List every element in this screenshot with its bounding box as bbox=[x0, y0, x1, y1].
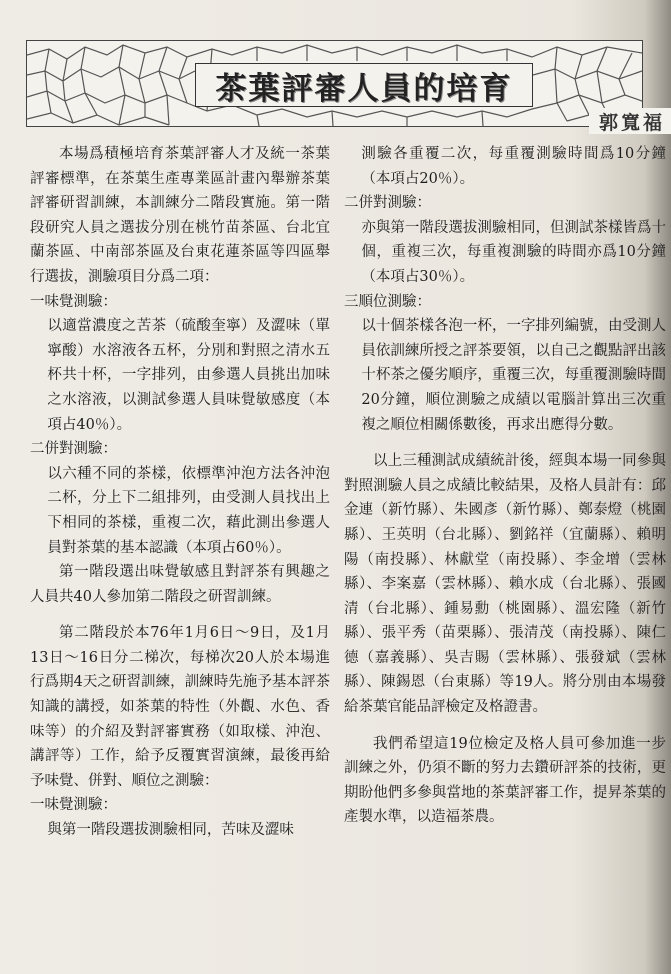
author-name: 郭寬福 bbox=[589, 108, 671, 134]
results-paragraph: 以上三種測試成績統計後，經與本場一同參與對照測驗人員之成績比較結果，及格人員計有：邱金連（新竹縣）、朱國彥（新竹縣）、鄭泰燈（桃園縣）、王英明（台北縣）、劉銘祥（宜蘭縣）、賴明陽（南投縣）、林獻堂（南投縣）、李金增（雲林縣）、李案嘉（雲林縣）、賴水成（台北縣）、張國清（台北縣）、鍾易勳（桃園縣）、溫宏隆（新竹縣）、張平秀（苗栗縣）、張清茂（南投縣）、陳仁德（嘉義縣）、吳吉賜（雲林縣）、張發斌（雲林縣）、陳錫恩（台東縣）等19人。將分別由本場發給茶葉官能品評檢定及格證書。 bbox=[344, 453, 666, 716]
item-pairing-heading-2: 二併對測驗： bbox=[344, 195, 431, 212]
item-taste-heading-2: 一味覺測驗： bbox=[30, 797, 117, 814]
item-ranking-body: 以十個茶樣各泡一杯，一字排列編號，由受測人員依訓練所授之評茶要領，以自己之觀點評出該十杯茶之優劣順序，重覆三次，每重覆測驗時間20分鐘，順位測驗之成績以電腦計算出三次重複之順位相關係數後，再求出應得分數。 bbox=[361, 318, 666, 433]
closing-paragraph: 我們希望這19位檢定及格人員可參加進一步訓練之外，仍須不斷的努力去鑽研評茶的技術，更期盼他們多參與當地的茶葉評審工作，提昇茶葉的產製水準，以造福茶農。 bbox=[344, 735, 666, 826]
right-column bbox=[344, 142, 666, 830]
title-box bbox=[195, 63, 533, 107]
title-banner bbox=[26, 40, 643, 127]
intro-paragraph: 本場爲積極培育茶葉評審人才及統一茶葉評審標準，在茶葉生產專業區計畫內舉辦茶葉評審研習訓練，本訓練分二階段實施。第一階段研究人員之選拔分別在桃竹苗茶區、台北宜蘭茶區、中南部茶區及台東花蓮茶區等四區舉行選拔，測驗項目分爲二項： bbox=[30, 146, 330, 285]
taste-continuation: 測驗各重覆二次，每重覆測驗時間爲10分鐘（本項占20％）。 bbox=[361, 146, 666, 187]
item-pairing-heading: 二併對測驗： bbox=[30, 441, 117, 458]
article-title: 茶葉評審人員的培育 bbox=[215, 70, 513, 107]
item-pairing-body: 以六種不同的茶樣，依標準沖泡方法各沖泡二杯，分上下二組排列，由受測人員找出上下相同的茶樣，重複二次，藉此測出參選人員對茶葉的基本認識（本項占60％）。 bbox=[47, 465, 330, 556]
left-column bbox=[30, 142, 330, 843]
item-taste-body: 以適當濃度之苦茶（硫酸奎寧）及澀味（單寧酸）水溶液各五杯，分別和對照之清水五杯共十杯，一字排列，由參選人員挑出加味之水溶液，以測試參選人員味覺敏感度（本項占40％）。 bbox=[47, 318, 330, 433]
item-pairing-body-2: 亦與第一階段選拔測驗相同，但測試茶樣皆爲十個，重複三次，每重複測驗的時間亦爲10分鐘（本項占30％）。 bbox=[361, 219, 666, 285]
item-ranking-heading: 三順位測驗： bbox=[344, 293, 431, 310]
item-taste-heading: 一味覺測驗： bbox=[30, 293, 117, 310]
stage-two-paragraph: 第二階段於本76年1月6日～9日，及1月13日～16日分二梯次，每梯次20人於本場進行爲期4天之研習訓練，訓練時先施予基本評茶知識的講授，如茶葉的特性（外觀、水色、香味等）的介紹及對評審實務（如取樣、沖泡、講評等）工作，給予反覆實習演練，最後再給予味覺、併對、順位之測驗： bbox=[30, 625, 330, 789]
item-taste-body-2: 與第一階段選拔測驗相同，苦味及澀味 bbox=[47, 822, 294, 839]
stage-one-result-paragraph: 第一階段選出味覺敏感且對評茶有興趣之人員共40人參加第二階段之研習訓練。 bbox=[30, 564, 330, 605]
